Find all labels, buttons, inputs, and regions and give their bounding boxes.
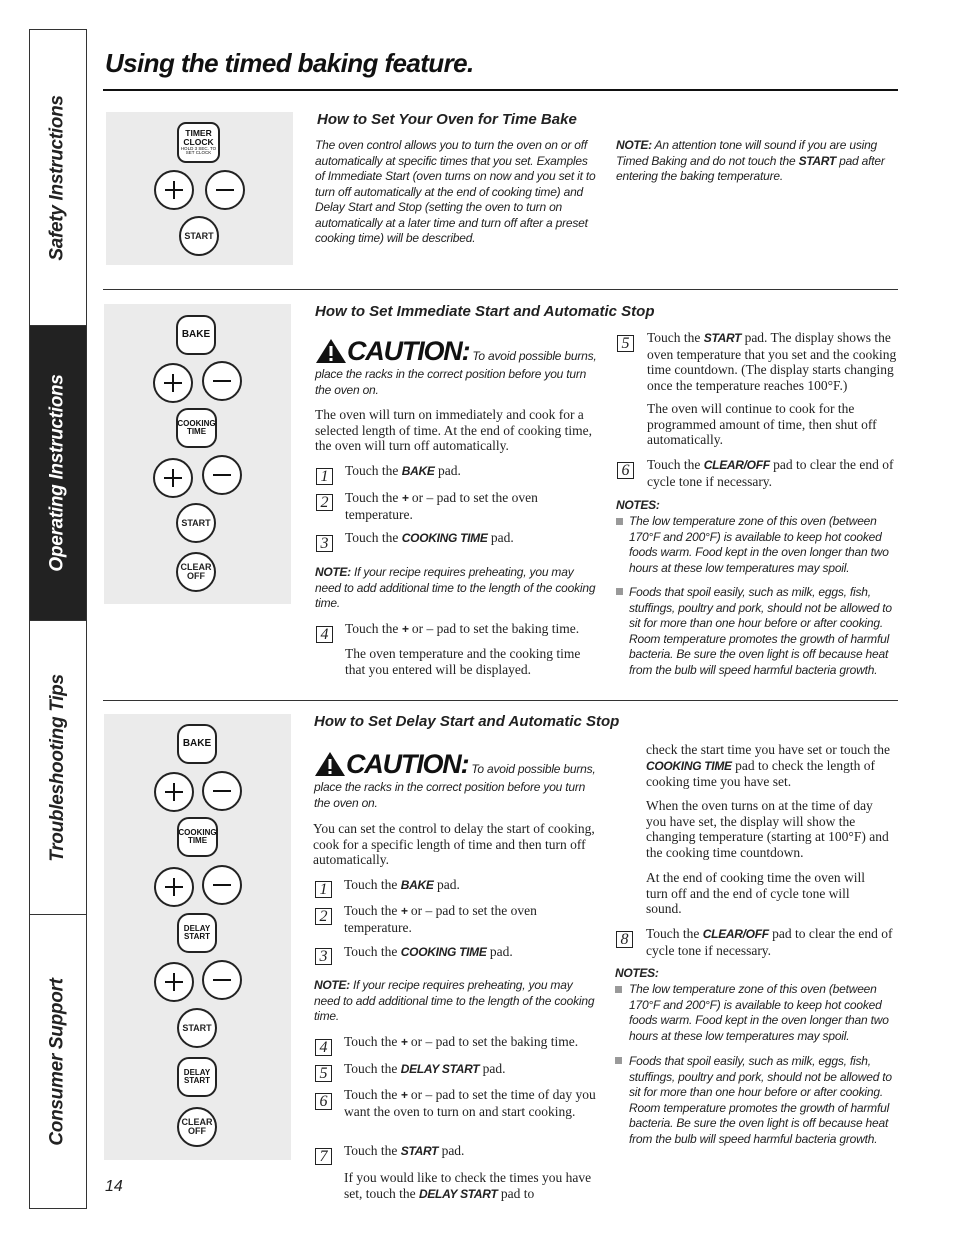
- step-text-part: pad.: [437, 463, 461, 478]
- caution-text: To avoid possible burns,: [471, 761, 596, 776]
- bullet-icon: [616, 588, 623, 595]
- minus-pad: [205, 170, 245, 210]
- step-text: [344, 1034, 599, 1051]
- section-divider: [103, 289, 898, 290]
- pad-label: HOLD 3 SEC. TO: [180, 145, 217, 151]
- bake-pad: BAKE: [176, 315, 216, 355]
- pad-label: OFF: [187, 571, 205, 581]
- step-text-part: pad.: [490, 530, 514, 545]
- caution-text: place the racks in the correct position before you turn the oven on.: [315, 367, 587, 397]
- note-label: NOTE:: [314, 978, 350, 992]
- start-pad: START: [176, 503, 216, 543]
- section-intro: The oven will turn on immediately and cook for a selected length of time. At the end of cooking time, the oven will turn off automatically.: [315, 407, 593, 453]
- step-text-part: Touch the: [344, 1034, 398, 1049]
- note-text: If your recipe requires preheating, you may need to add additional time to the length of the cooking time.: [315, 565, 596, 610]
- step-number: 4: [315, 1039, 332, 1056]
- delay-start-pad: [177, 913, 217, 953]
- step-text-part: pad.: [436, 877, 460, 892]
- step-text-part: or – pad to set the time of day you want the oven to turn on and start cooking.: [344, 1087, 596, 1119]
- step-text: [344, 1061, 599, 1078]
- step-text-part: Touch the: [647, 330, 701, 345]
- caution-label: CAUTION:: [346, 749, 469, 779]
- step-text-part: Touch the: [344, 877, 398, 892]
- step-text: [344, 903, 599, 935]
- step-text-part: Touch the: [344, 1087, 398, 1102]
- step-text: At the end of cooking time the oven will turn off and the end of cycle tone will sound.: [646, 870, 865, 916]
- delay-start-keyword: DELAY START: [418, 1186, 498, 1201]
- step-number: 5: [617, 335, 634, 352]
- plus-keyword: +: [400, 904, 408, 918]
- step-text-part: pad to: [500, 1185, 535, 1201]
- section-divider: [103, 700, 898, 701]
- pad-label: START: [183, 1076, 211, 1085]
- side-tab-bar: [29, 29, 87, 1209]
- step-number: 8: [616, 931, 633, 948]
- pad-label: CLEAR: [181, 1116, 213, 1127]
- step-text-part: pad.: [441, 1143, 465, 1158]
- step-text: [345, 621, 600, 638]
- minus-pad: [202, 455, 242, 495]
- control-panel-illustration: [104, 714, 291, 1160]
- warning-triangle-icon: [315, 338, 347, 364]
- step-number: 2: [316, 494, 333, 511]
- step-text-part: or – pad to set the oven temperature.: [345, 490, 538, 522]
- minus-pad: [202, 960, 242, 1000]
- pad-label: TIME: [186, 427, 207, 436]
- warning-triangle-icon: [314, 751, 346, 777]
- tab-consumer-support[interactable]: [30, 915, 86, 1208]
- delay-start-pad: [177, 1057, 217, 1097]
- pad-label: DELAY: [183, 1067, 211, 1077]
- plus-keyword: +: [400, 1088, 408, 1102]
- step-text-part: pad to clear the end of cycle tone if necessary.: [646, 926, 893, 958]
- delay-start-keyword: DELAY START: [400, 1062, 480, 1076]
- clear-off-keyword: CLEAR/OFF: [703, 458, 770, 472]
- step-number: 6: [617, 462, 634, 479]
- step-text: [344, 1170, 592, 1202]
- pad-label: CLOCK: [183, 136, 214, 147]
- bullet-icon: [615, 1057, 622, 1064]
- step-text-part: Touch the: [344, 903, 398, 918]
- note-text: If your recipe requires preheating, you may need to add additional time to the length of the cooking time.: [314, 978, 595, 1023]
- cooking-time-pad: [177, 817, 218, 857]
- clear-off-keyword: CLEAR/OFF: [702, 927, 769, 941]
- step-text-part: pad.: [482, 1061, 506, 1076]
- tab-label: Operating Instructions: [47, 374, 69, 572]
- note-text: pad after entering the baking temperature.: [616, 153, 885, 183]
- page-title: Using the timed baking feature.: [105, 48, 474, 78]
- note-label: NOTE:: [616, 138, 652, 152]
- step-text-part: pad. The display shows the oven temperature that you set and the cooking time countdown. (The display starts changing once the temperature reaches 100°F.): [647, 330, 897, 393]
- step-number: 5: [315, 1065, 332, 1082]
- title-rule: [103, 89, 898, 91]
- step-text-part: or – pad to set the baking time.: [411, 621, 580, 636]
- cooking-time-keyword: COOKING TIME: [646, 758, 732, 773]
- pad-label: START: [183, 932, 211, 941]
- cooking-time-pad: [176, 408, 217, 448]
- cooking-time-keyword: COOKING TIME: [401, 531, 488, 545]
- step-text-part: or – pad to set the oven temperature.: [344, 903, 537, 935]
- step-text-part: pad.: [489, 944, 513, 959]
- step-text-part: If you would like to check the times you have set, touch the: [344, 1170, 592, 1201]
- plus-pad: [154, 962, 194, 1002]
- note-text: Foods that spoil easily, such as milk, eggs, fish, stuffings, poultry and pork, should not be allowed to sit for more than one hour before or after cooking. Room temperature promotes the growth of harmful bacteria. Be sure the oven light is off because heat from the bulb will speed harmful bacteria growth.: [629, 1054, 892, 1146]
- plus-keyword: +: [401, 491, 409, 505]
- pad-label: TIMER: [185, 127, 212, 138]
- step-text: [646, 926, 898, 958]
- note-text: The low temperature zone of this oven (between 170°F and 200°F) is available to keep hot cooked foods warm. Food kept in the oven longer than two hours at these low temperatures may spoil.: [629, 514, 889, 575]
- plus-pad: [153, 458, 193, 498]
- step-text: The oven will continue to cook for the programmed amount of time, then shut off automatically.: [647, 401, 877, 447]
- step-number: 3: [316, 535, 333, 552]
- step-text: [344, 877, 599, 894]
- step-text: [345, 490, 600, 522]
- cooking-time-keyword: COOKING TIME: [400, 945, 487, 959]
- pad-label: COOKING: [177, 418, 216, 428]
- step-text-part: check the start time you have set or touch the: [646, 742, 891, 757]
- note-text: Foods that spoil easily, such as milk, eggs, fish, stuffings, poultry and pork, should not be allowed to sit for more than one hour before or after cooking. Room temperature promotes the growth of harmful bacteria. Be sure the oven light is off because heat from the bulb will speed harmful bacteria growth.: [629, 585, 892, 677]
- step-text: [345, 463, 600, 480]
- preheat-note: [315, 565, 600, 612]
- minus-pad: [202, 865, 242, 905]
- step-text-part: Touch the: [344, 1143, 398, 1158]
- caution-text: To avoid possible burns,: [472, 348, 597, 363]
- minus-pad: [202, 361, 242, 401]
- step-text: [647, 330, 899, 393]
- caution-text: place the racks in the correct position before you turn the oven on.: [314, 780, 586, 810]
- step-text: [647, 457, 899, 489]
- step-text: [344, 944, 599, 961]
- step-number: 4: [316, 626, 333, 643]
- step-text-part: or – pad to set the baking time.: [410, 1034, 579, 1049]
- tab-label: Troubleshooting Tips: [47, 673, 68, 862]
- step-text: [646, 742, 896, 790]
- bullet-icon: [615, 986, 622, 993]
- tab-label: Safety Instructions: [47, 94, 68, 261]
- step-number: 6: [315, 1093, 332, 1110]
- notes-label: NOTES:: [616, 498, 660, 512]
- notes-label: NOTES:: [615, 966, 659, 980]
- step-text: [344, 1143, 599, 1160]
- page-number: 14: [105, 1178, 123, 1195]
- step-text-part: Touch the: [345, 621, 399, 636]
- minus-pad: [202, 771, 242, 811]
- bake-keyword: BAKE: [401, 464, 435, 478]
- section-heading: How to Set Immediate Start and Automatic Stop: [315, 303, 655, 320]
- control-panel-illustration: [104, 304, 291, 604]
- note-text: An attention tone will sound if you are using Timed Baking and do not touch the: [616, 138, 878, 168]
- step-number: 2: [315, 908, 332, 925]
- bake-keyword: BAKE: [400, 878, 434, 892]
- tab-operating-instructions[interactable]: [30, 326, 86, 620]
- start-pad: START: [177, 1008, 217, 1048]
- section-heading: How to Set Your Oven for Time Bake: [317, 111, 577, 128]
- step-text-part: Touch the: [345, 490, 399, 505]
- tab-label: Consumer Support: [47, 977, 69, 1146]
- plus-pad: [154, 170, 194, 210]
- control-panel-illustration: [106, 112, 293, 265]
- section-heading: How to Set Delay Start and Automatic Stop: [314, 713, 620, 730]
- step-text-part: pad to check the length of cooking time you have set.: [646, 757, 875, 789]
- clear-off-pad: [177, 1107, 217, 1147]
- plus-keyword: +: [401, 622, 409, 636]
- start-keyword: START: [400, 1144, 439, 1158]
- step-text: [345, 530, 600, 547]
- pad-label: OFF: [188, 1126, 206, 1136]
- pad-label: CLEAR: [180, 561, 212, 572]
- note-text: The low temperature zone of this oven (between 170°F and 200°F) is available to keep hot cooked foods warm. Food kept in the oven longer than two hours at these low temperatures may spoil.: [629, 982, 889, 1043]
- step-text: [344, 1087, 599, 1119]
- step-number: 1: [315, 881, 332, 898]
- step-number: 7: [315, 1148, 332, 1165]
- step-text: When the oven turns on at the time of day you have set, the display will show the changing temperature (starting at 100°F) and the cooking time countdown.: [646, 798, 889, 860]
- start-keyword: START: [703, 331, 742, 345]
- pad-label: TIME: [187, 836, 208, 845]
- plus-keyword: +: [400, 1035, 408, 1049]
- step-number: 1: [316, 468, 333, 485]
- plus-pad: [154, 867, 194, 907]
- caution-label: CAUTION:: [347, 336, 470, 366]
- clear-off-pad: [176, 552, 216, 592]
- bake-pad: BAKE: [177, 724, 217, 764]
- note-start-keyword: START: [798, 153, 836, 168]
- tab-safety-instructions[interactable]: [30, 30, 86, 325]
- caution-box: [314, 751, 596, 777]
- section-body: The oven control allows you to turn the oven on or off automatically at specific times that you set. Examples of Immediate Start (oven turns on now and you set it to turn off automatically at the end of cooking time) and Delay Start and Stop (setting the oven to turn on automatically at a later time and turn off after a preset cooking time) will be described.: [315, 138, 596, 245]
- step-text-part: Touch the: [345, 463, 399, 478]
- plus-pad: [153, 363, 193, 403]
- step-text-part: Touch the: [647, 457, 701, 472]
- timer-clock-pad: [177, 122, 220, 163]
- step-number: 3: [315, 948, 332, 965]
- pad-label: DELAY: [183, 923, 211, 933]
- step-text-part: Touch the: [345, 530, 399, 545]
- note-label: NOTE:: [315, 565, 351, 579]
- tab-troubleshooting-tips[interactable]: [30, 621, 86, 914]
- step-text-part: Touch the: [646, 926, 700, 941]
- bullet-icon: [616, 518, 623, 525]
- step-text-part: Touch the: [344, 944, 398, 959]
- start-pad: START: [179, 216, 219, 256]
- step-text: The oven temperature and the cooking time that you entered will be displayed.: [345, 646, 581, 677]
- step-text-part: Touch the: [344, 1061, 398, 1076]
- pad-label: SET CLOCK: [185, 150, 212, 156]
- preheat-note: [314, 978, 599, 1025]
- section-intro: You can set the control to delay the start of cooking, cook for a specific length of time and then turn off automatically.: [313, 821, 595, 867]
- section-note: [616, 138, 901, 185]
- plus-pad: [154, 772, 194, 812]
- step-text-part: pad to clear the end of cycle tone if necessary.: [647, 457, 894, 489]
- caution-box: [315, 338, 597, 364]
- pad-label: COOKING: [178, 827, 217, 837]
